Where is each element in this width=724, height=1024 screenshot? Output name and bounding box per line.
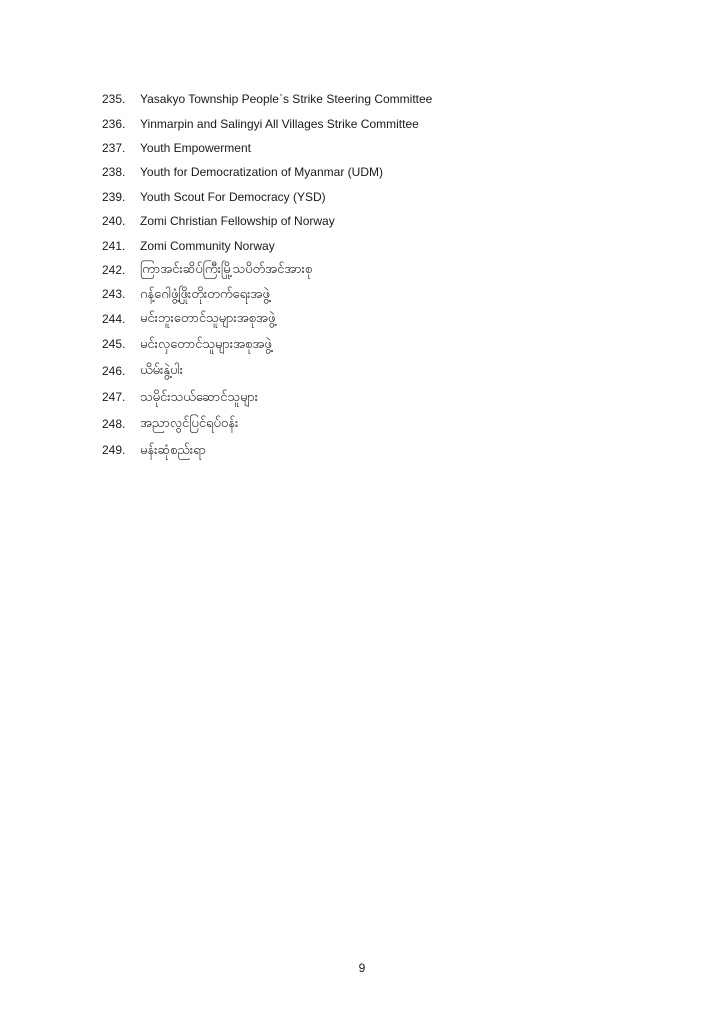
list-item: [102, 357, 662, 384]
item-number: 238.: [102, 165, 126, 180]
list-item: [102, 307, 662, 331]
item-text: Youth Empowerment: [140, 140, 251, 155]
list-item: [102, 160, 662, 184]
item-number: 241.: [102, 238, 126, 253]
list-item: [102, 410, 662, 437]
list-item: [102, 136, 662, 160]
item-text: Zomi Christian Fellowship of Norway: [140, 214, 335, 229]
list-item: [102, 258, 662, 282]
item-number: 245.: [102, 337, 126, 352]
list-item: [102, 331, 662, 358]
item-number: 244.: [102, 311, 126, 326]
item-number: 246.: [102, 363, 126, 378]
item-number: 239.: [102, 189, 126, 204]
list-item: [102, 384, 662, 411]
item-number: 243.: [102, 287, 126, 302]
item-number: 249.: [102, 443, 126, 458]
item-text: ကြာအင်းဆိပ်ကြီးမြို့သပိတ်အင်အားစု: [140, 262, 313, 278]
list-item: [102, 437, 662, 464]
list-item: [102, 87, 662, 111]
item-number: 235.: [102, 92, 126, 107]
item-text: သမိုင်းသယ်ဆောင်သူများ: [140, 389, 259, 405]
organization-list: [102, 87, 662, 463]
list-item: [102, 282, 662, 306]
item-text: မင်းလှတောင်သူများအစုအဖွဲ့: [140, 336, 272, 352]
item-text: Youth for Democratization of Myanmar (UDM): [140, 165, 383, 180]
item-number: 242.: [102, 262, 126, 277]
item-number: 248.: [102, 416, 126, 431]
list-item: [102, 233, 662, 257]
item-number: 236.: [102, 116, 126, 131]
item-text: Yasakyo Township People`s Strike Steering Committee: [140, 92, 433, 107]
list-item: [102, 111, 662, 135]
item-number: 237.: [102, 140, 126, 155]
item-text: ဂန့်ဂေါဖွံ့ဖြိုးတိုးတက်ရေးအဖွဲ့: [140, 286, 270, 302]
item-text: Zomi Community Norway: [140, 238, 275, 253]
item-text: Yinmarpin and Salingyi All Villages Strike Committee: [140, 116, 419, 131]
item-number: 247.: [102, 390, 126, 405]
item-text: ယိမ်းနွဲ့ပါး: [140, 363, 184, 379]
list-item: [102, 185, 662, 209]
item-text: မန်းဆုံစည်းရာ: [140, 442, 207, 458]
item-text: မင်းဘူးတောင်သူများအစုအဖွဲ့: [140, 311, 276, 327]
page-number: 9: [358, 961, 366, 975]
item-text: Youth Scout For Democracy (YSD): [140, 189, 326, 204]
item-number: 240.: [102, 214, 126, 229]
list-item: [102, 209, 662, 233]
item-text: အညာလွင်ပြင်ရပ်ဝန်း: [140, 416, 239, 432]
